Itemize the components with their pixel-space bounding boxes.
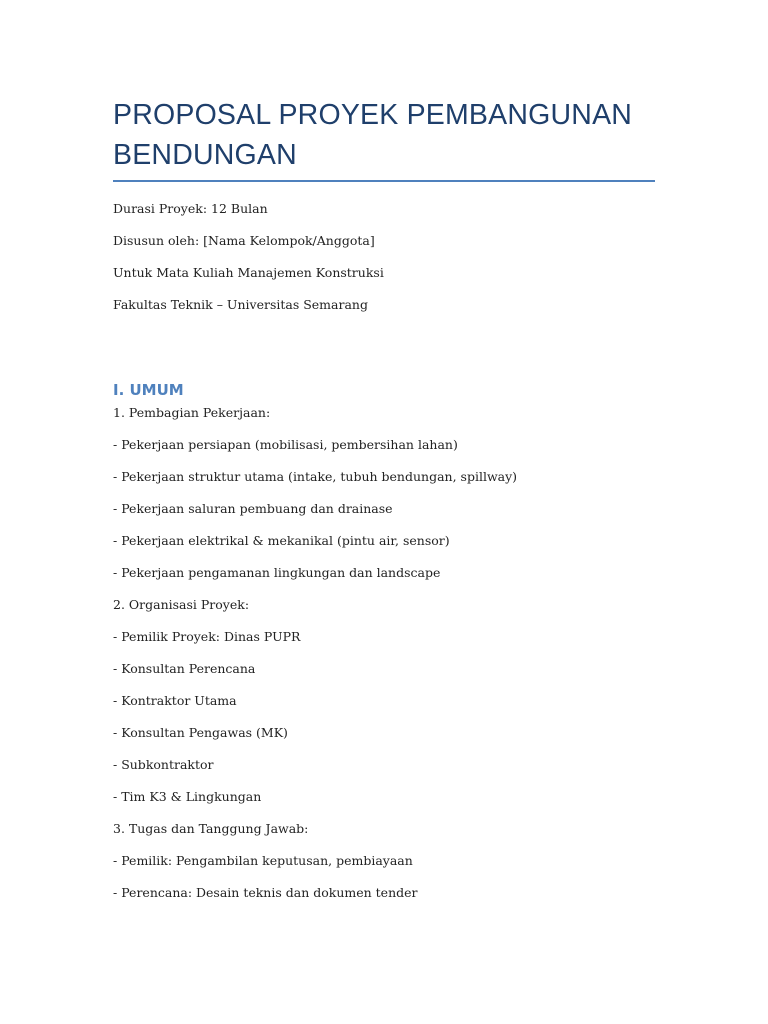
section-heading-umum: I. UMUM xyxy=(113,381,184,399)
list-item: - Pekerjaan elektrikal & mekanikal (pintu air, sensor) xyxy=(113,533,450,548)
list-item: - Perencana: Desain teknis dan dokumen tender xyxy=(113,885,418,900)
list-item: - Kontraktor Utama xyxy=(113,693,237,708)
meta-faculty: Fakultas Teknik – Universitas Semarang xyxy=(113,297,368,312)
meta-author: Disusun oleh: [Nama Kelompok/Anggota] xyxy=(113,233,375,248)
list-item: - Pemilik: Pengambilan keputusan, pembiayaan xyxy=(113,853,413,868)
list-item: - Pekerjaan saluran pembuang dan drainase xyxy=(113,501,393,516)
list-item: - Subkontraktor xyxy=(113,757,214,772)
document-title-line-2: BENDUNGAN xyxy=(113,139,297,171)
list-heading-tugas-tanggung-jawab: 3. Tugas dan Tanggung Jawab: xyxy=(113,821,309,836)
list-item: - Pekerjaan persiapan (mobilisasi, pembersihan lahan) xyxy=(113,437,458,452)
list-heading-organisasi-proyek: 2. Organisasi Proyek: xyxy=(113,597,250,612)
document-title xyxy=(113,95,673,175)
list-item: - Pekerjaan struktur utama (intake, tubuh bendungan, spillway) xyxy=(113,469,518,484)
document-title-line-1: PROPOSAL PROYEK PEMBANGUNAN xyxy=(113,99,633,131)
list-item: - Konsultan Perencana xyxy=(113,661,256,676)
list-item: - Pemilik Proyek: Dinas PUPR xyxy=(113,629,301,644)
title-underline-rule xyxy=(113,180,655,182)
meta-course: Untuk Mata Kuliah Manajemen Konstruksi xyxy=(113,265,384,280)
list-heading-pembagian-pekerjaan: 1. Pembagian Pekerjaan: xyxy=(113,405,271,420)
meta-duration: Durasi Proyek: 12 Bulan xyxy=(113,201,268,216)
list-item: - Konsultan Pengawas (MK) xyxy=(113,725,288,740)
list-item: - Pekerjaan pengamanan lingkungan dan landscape xyxy=(113,565,441,580)
list-item: - Tim K3 & Lingkungan xyxy=(113,789,262,804)
